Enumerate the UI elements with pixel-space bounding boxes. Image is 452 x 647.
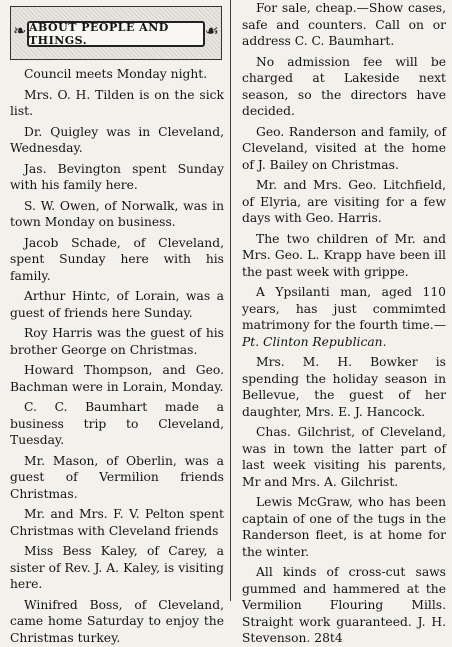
news-item: Mrs. O. H. Tilden is on the sick list. — [10, 87, 224, 118]
section-heading: ABOUT PEOPLE AND THINGS. — [29, 21, 169, 47]
right-column — [234, 0, 452, 645]
news-item-text: A Ypsilanti man, aged 110 years, has just commimted matrimony for the fourth time.— — [242, 285, 446, 332]
news-item: No admission fee will be charged at Lakeside next season, so the directors have decided. — [242, 54, 446, 118]
news-item: Mr. and Mrs. Geo. Litchfield, of Elyria, are visiting for a few days with Geo. Harris. — [242, 178, 446, 225]
news-item: Lewis McGraw, who has been captain of one of the tugs in the Randerson fleet, is at home for the winter. — [242, 495, 446, 559]
ornament-left-icon: ❧ — [13, 21, 27, 40]
news-item: Miss Bess Kaley, of Carey, a sister of Rev. J. A. Kaley, is visiting here. — [10, 544, 224, 591]
section-heading-box — [10, 6, 222, 60]
news-item: Mrs. M. H. Bowker is spending the holiday season in Bellevue, the guest of her daughter, Mrs. E. J. Hancock. — [242, 355, 446, 419]
news-item: Roy Harris was the guest of his brother George on Christmas. — [10, 326, 224, 357]
news-item-text: All kinds of cross-cut saws gummed and hammered at the Vermilion Flouring Mills. Straight work guaranteed. J. H. Stevenson. — [242, 565, 446, 645]
news-item: S. W. Owen, of Norwalk, was in town Monday on business. — [10, 198, 224, 229]
news-item: C. C. Baumhart made a business trip to Cleveland, Tuesday. — [10, 400, 224, 447]
news-item: Geo. Randerson and family, of Cleveland, visited at the home of J. Bailey on Christmas. — [242, 124, 446, 172]
news-item: Howard Thompson, and Geo. Bachman were in Lorain, Monday. — [10, 363, 224, 394]
news-item: Mr. Mason, of Oberlin, was a guest of Vermilion friends Christmas. — [10, 453, 224, 501]
news-item: For sale, cheap.—Show cases, safe and counters. Call on or address C. C. Baumhart. — [242, 1, 446, 48]
news-item-source: Pt. Clinton Republican. — [242, 334, 387, 349]
news-item: Winifred Boss, of Cleveland, came home Saturday to enjoy the Christmas turkey. — [10, 597, 224, 645]
news-item: Mr. and Mrs. F. V. Pelton spent Christmas with Cleveland friends — [10, 507, 224, 538]
news-item-saws — [242, 564, 446, 647]
ad-code: 28t4 — [314, 631, 343, 645]
news-item: Arthur Hintc, of Lorain, was a guest of friends here Sunday. — [10, 289, 224, 320]
news-item: Jas. Bevington spent Sunday with his family here. — [10, 161, 224, 192]
ornament-right-icon: ☙ — [204, 21, 219, 40]
heading-ribbon — [27, 21, 205, 47]
news-item: The two children of Mr. and Mrs. Geo. L. Krapp have been ill the past week with grippe. — [242, 231, 446, 279]
news-item: Chas. Gilchrist, of Cleveland, was in town the latter part of last week visiting his parents, Mr and Mrs. A. Gilchrist. — [242, 425, 446, 489]
news-item: Council meets Monday night. — [24, 67, 208, 81]
news-item: Dr. Quigley was in Cleveland, Wednesday. — [10, 124, 224, 155]
news-item-ypsilanti — [242, 284, 446, 350]
news-item: Jacob Schade, of Cleveland, spent Sunday here with his family. — [10, 235, 224, 283]
